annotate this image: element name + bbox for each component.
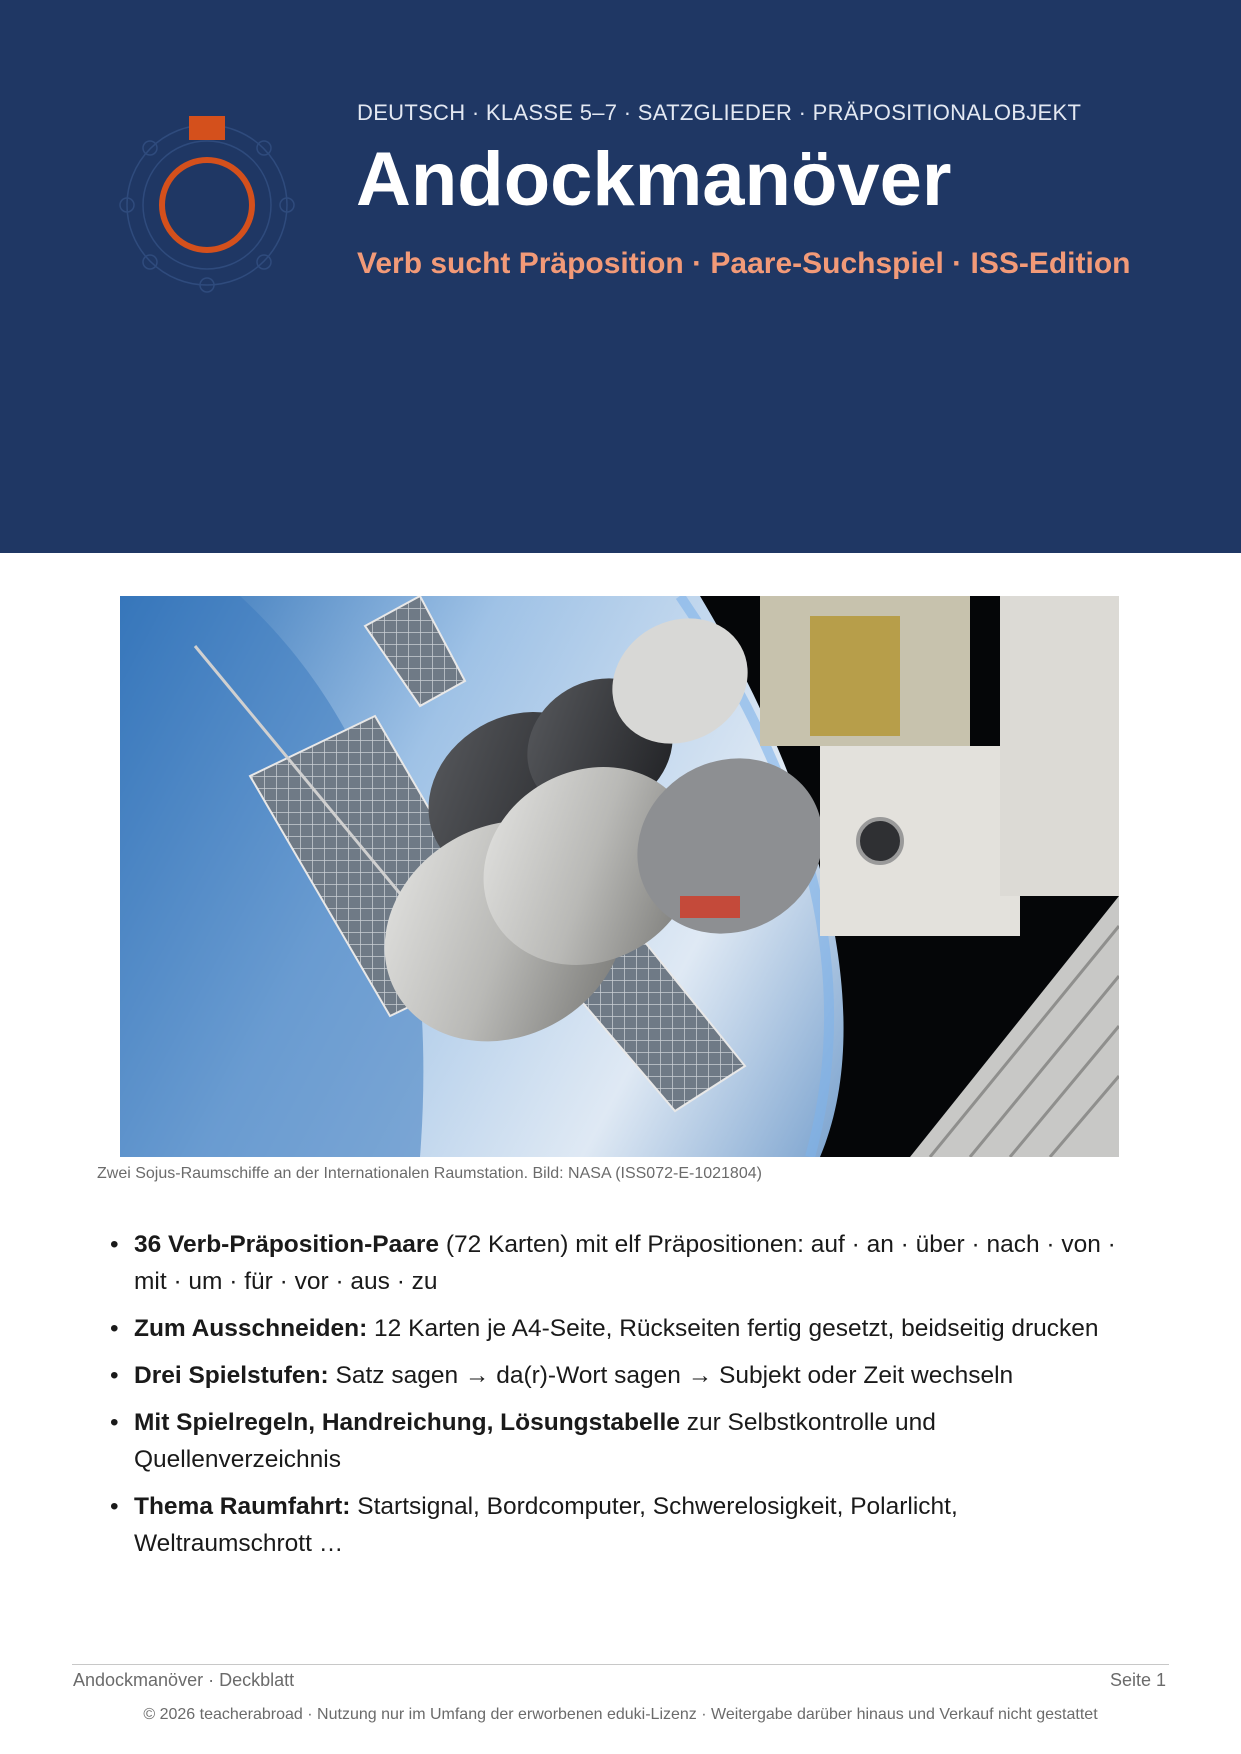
- photo-caption: Zwei Sojus-Raumschiffe an der Internationalen Raumstation. Bild: NASA (ISS072-E-1021804): [97, 1165, 762, 1182]
- soyuz-iss-photo: [120, 596, 1119, 1157]
- list-item-text: (72 Karten) mit elf Präpositionen: auf · an · über · nach · von · mit · um · für · vor · aus · zu: [134, 1231, 1116, 1295]
- list-item-bold: Drei Spielstufen:: [134, 1362, 329, 1389]
- header-banner: [0, 0, 1241, 553]
- list-item-bold: Thema Raumfahrt:: [134, 1493, 351, 1520]
- page-title: Andockmanöver: [356, 137, 952, 222]
- list-item-bold: 36 Verb-Präposition-Paare: [134, 1231, 440, 1258]
- list-item-text: Satz sagen → da(r)-Wort sagen → Subjekt oder Zeit wechseln: [328, 1362, 1014, 1389]
- bullet-dot: •: [110, 1231, 119, 1258]
- bullet-dot: •: [110, 1493, 119, 1520]
- list-item: [104, 1488, 1124, 1562]
- list-item-text: Startsignal, Bordcomputer, Schwerelosigkeit, Polarlicht, Weltraumschrott …: [134, 1493, 958, 1557]
- bullet-dot: •: [110, 1315, 119, 1342]
- footer-divider: [72, 1664, 1169, 1665]
- page-subtitle: Verb sucht Präposition · Paare-Suchspiel · ISS-Edition: [357, 247, 1131, 280]
- bullet-dot: •: [110, 1362, 119, 1389]
- subject-kicker: DEUTSCH · KLASSE 5–7 · SATZGLIEDER · PRÄPOSITIONALOBJEKT: [357, 100, 1082, 125]
- feature-list: [104, 1226, 1124, 1572]
- list-item: [104, 1310, 1124, 1347]
- list-item: [104, 1404, 1124, 1478]
- list-item-bold: Mit Spielregeln, Handreichung, Lösungstabelle: [134, 1409, 680, 1436]
- list-item-text: zur Selbstkontrolle und Quellenverzeichnis: [134, 1409, 936, 1473]
- docking-ring-icon: [103, 107, 311, 315]
- license-notice: © 2026 teacherabroad · Nutzung nur im Umfang der erworbenen eduki-Lizenz · Weitergabe darüber hinaus und Verkauf nicht gestattet: [143, 1706, 1098, 1723]
- list-item: [104, 1357, 1124, 1394]
- list-item-bold: Zum Ausschneiden:: [134, 1315, 368, 1342]
- footer-page-number: Seite 1: [1109, 1670, 1166, 1690]
- footer-document-label: Andockmanöver · Deckblatt: [73, 1670, 295, 1690]
- list-item-text: 12 Karten je A4-Seite, Rückseiten fertig gesetzt, beidseitig drucken: [367, 1315, 1099, 1342]
- bullet-dot: •: [110, 1409, 119, 1436]
- list-item: [104, 1226, 1124, 1300]
